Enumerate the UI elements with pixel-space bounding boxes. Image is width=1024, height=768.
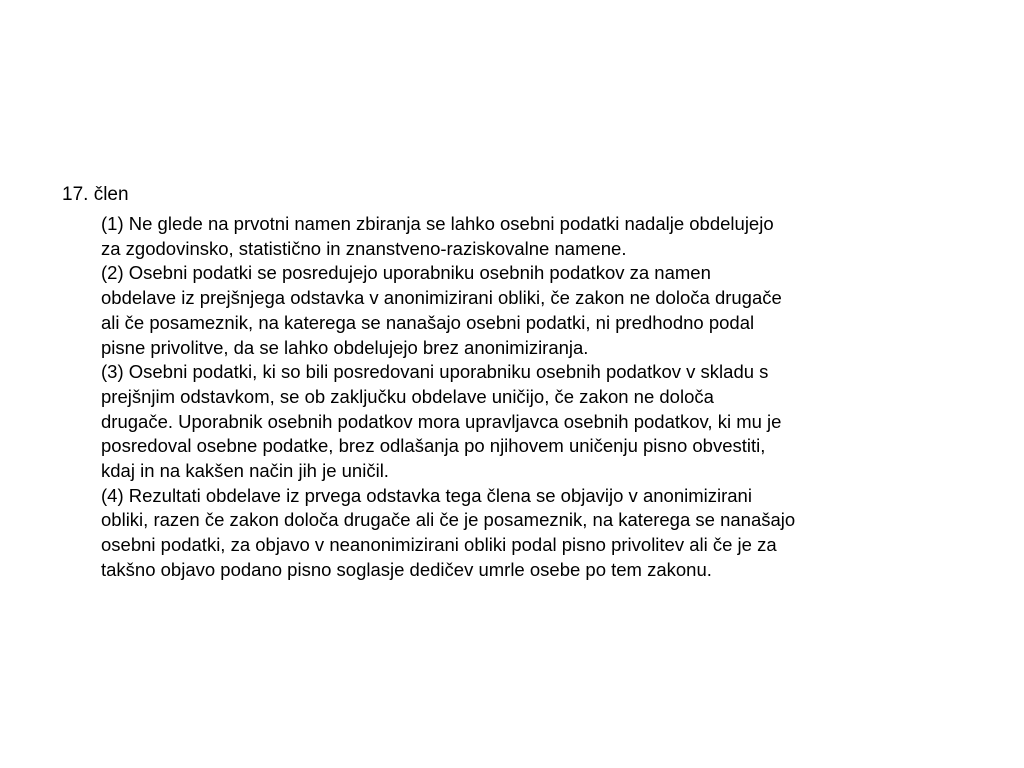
article-line: (3) Osebni podatki, ki so bili posredovani uporabniku osebnih podatkov v skladu s xyxy=(101,361,769,383)
article-line: (2) Osebni podatki se posredujejo uporabniku osebnih podatkov za namen xyxy=(101,262,711,284)
article-line: obdelave iz prejšnjega odstavka v anonimizirani obliki, če zakon ne določa drugače xyxy=(101,287,782,309)
article-line: kdaj in na kakšen način jih je uničil. xyxy=(101,460,389,482)
article-heading: 17. člen xyxy=(62,184,129,205)
article-line: ali če posameznik, na katerega se nanašajo osebni podatki, ni predhodno podal xyxy=(101,311,755,333)
article-line: za zgodovinsko, statistično in znanstveno-raziskovalne namene. xyxy=(101,237,627,259)
article-line: posredoval osebne podatke, brez odlašanja po njihovem uničenju pisno obvestiti, xyxy=(101,435,766,457)
article-line: prejšnjim odstavkom, se ob zaključku obdelave uničijo, če zakon ne določa xyxy=(101,385,714,407)
article-line: drugače. Uporabnik osebnih podatkov mora upravljavca osebnih podatkov, ki mu je xyxy=(101,410,782,432)
article-line: osebni podatki, za objavo v neanonimizirani obliki podal pisno privolitev ali če je za xyxy=(101,534,777,556)
article-line: obliki, razen če zakon določa drugače ali če je posameznik, na katerega se nanašajo xyxy=(101,509,796,531)
article-body xyxy=(101,212,971,583)
article-line: takšno objavo podano pisno soglasje dedičev umrle osebe po tem zakonu. xyxy=(101,558,712,580)
article-line: (1) Ne glede na prvotni namen zbiranja se lahko osebni podatki nadalje obdelujejo xyxy=(101,213,774,234)
article-line: pisne privolitve, da se lahko obdelujejo brez anonimiziranja. xyxy=(101,336,589,358)
article-line: (4) Rezultati obdelave iz prvega odstavka tega člena se objavijo v anonimizirani xyxy=(101,484,752,506)
